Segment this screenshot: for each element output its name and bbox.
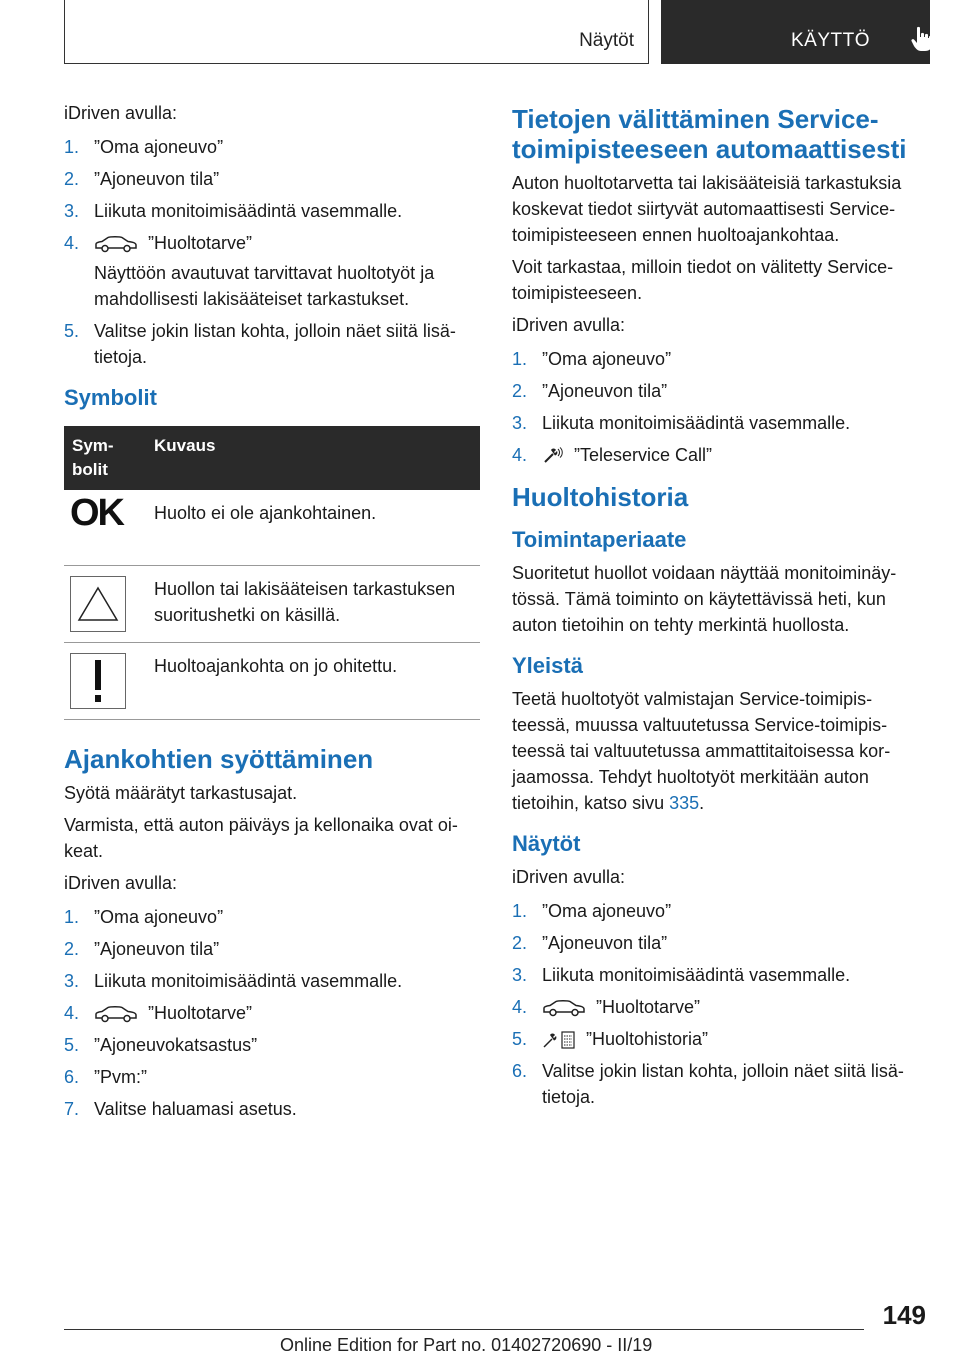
wrench-phone-icon [542,447,564,465]
table-header-description: Kuvaus [146,426,480,490]
step-number: 5. [512,1029,528,1049]
left-intro: iDriven avulla: [64,103,178,123]
step-number: 4. [64,1002,80,1023]
table-row [64,642,480,719]
step-number: 7. [64,1098,80,1119]
step-number: 3. [512,413,528,433]
step-number: 6. [512,1061,528,1081]
general-paragraph [512,686,924,816]
step-text: ”Huoltohistoria” [586,1029,709,1049]
step-number: 1. [512,349,528,369]
right-steps-2 [512,898,924,1110]
step-text: ”Oma ajoneuvo” [94,906,224,927]
header-section-title: Näytöt [579,30,634,51]
step-number: 4. [512,445,528,465]
symbol-cell [64,490,146,565]
header-chapter-title: KÄYTTÖ [791,30,871,51]
description-cell: Huoltoajankohta on jo ohitettu. [146,642,480,719]
list-item [64,198,480,224]
list-item [512,994,924,1020]
dates-paragraph-2: Varmista, että auton päiväys ja kellonaika ovat oikeat. [64,814,458,861]
table-row [64,490,480,565]
list-item [64,1096,480,1122]
step-number: 6. [64,1066,80,1087]
list-item [512,930,924,956]
list-item [512,442,924,468]
ok-symbol: OK [70,492,123,534]
dates-intro: iDriven avulla: [64,872,178,893]
header-chapter-tab [661,0,930,64]
service-history-icon [542,1030,576,1050]
list-item [64,230,480,312]
table-row [64,565,480,642]
page-number: 149 [882,1300,926,1330]
list-item [64,968,480,994]
step-number: 4. [512,997,528,1017]
step-text: ”Pvm:” [94,1066,147,1087]
service-paragraph-2: Voit tarkastaa, milloin tiedot on välitetty Service-toimipisteeseen. [512,257,894,303]
dates-heading: Ajankohtien syöttäminen [64,743,374,774]
general-text: Teetä huoltotyöt valmistajan Service-toimipisteessä, muussa valtuutetussa Service-toimipisteessä tai valtuutetussa ammattitaitoisessa korjaamossa. Tehdyt huoltotyöt merkitään auton tietoihin, katso sivu [512,689,891,813]
exclamation-icon [70,653,126,709]
list-item [512,962,924,988]
step-text: ”Teleservice Call” [574,445,713,465]
left-steps-2 [64,904,480,1122]
step-text: ”Ajoneuvon tila” [94,938,220,959]
warning-triangle-icon [70,576,126,632]
left-steps-1 [64,134,480,370]
right-column [512,100,924,1116]
list-item [512,1026,924,1052]
list-item [64,166,480,192]
step-text: ”Oma ajoneuvo” [542,901,672,921]
step-text: Valitse jokin listan kohta, jolloin näet siitä lisätietoja. [94,321,456,367]
step-number: 4. [64,233,80,253]
step-number: 2. [64,938,80,959]
service-paragraph-1: Auton huoltotarvetta tai lakisääteisiä tarkastuksia koskevat tiedot siirtyvät automaattisesti Service-toimipisteeseen ennen huoltoajankohtaa. [512,173,902,245]
step-number: 2. [512,381,528,401]
step-number: 3. [512,965,528,985]
step-text: Liikuta monitoimisäädintä vasemmalle. [542,413,851,433]
list-item [512,1058,924,1110]
general-text-end: . [699,793,705,813]
step-number: 1. [64,137,80,157]
table-header-symbol: Symbolit [64,426,146,490]
car-service-icon [542,999,586,1017]
footer-divider [64,1329,864,1330]
history-heading: Huoltohistoria [512,482,689,512]
step-text: ”Oma ajoneuvo” [542,349,672,369]
step-text: ”Huoltotarve” [148,233,253,253]
right-steps-1 [512,346,924,468]
footer-edition: Online Edition for Part no. 01402720690 - II/19 [280,1335,653,1355]
list-item [64,1000,480,1026]
dates-paragraph-1: Syötä määrätyt tarkastusajat. [64,782,298,803]
principle-paragraph: Suoritetut huollot voidaan näyttää monitoiminäytössä. Tämä toiminto on käytettävissä heti, kun auton tietoihin on tehty merkintä huollosta. [512,563,897,635]
list-item [64,318,480,370]
list-item [64,936,480,962]
symbol-cell [64,565,146,642]
description-cell: Huollon tai lakisääteisen tarkastuksen suoritushetki on käsillä. [146,565,480,642]
step-number: 5. [64,1034,80,1055]
list-item [512,378,924,404]
step-number: 2. [64,169,80,189]
step-text: Valitse haluamasi asetus. [94,1098,297,1119]
symbol-cell [64,642,146,719]
principle-heading: Toimintaperiaate [512,527,687,552]
table-header-row [64,426,480,490]
car-service-icon [94,1005,138,1023]
list-item [512,346,924,372]
list-item [64,134,480,160]
step-number: 3. [64,201,80,221]
step-number: 5. [64,321,80,341]
step-text: ”Huoltotarve” [148,1002,253,1023]
step-number: 1. [512,901,528,921]
list-item [512,410,924,436]
header-section-tab [64,0,649,64]
step-text: Valitse jokin listan kohta, jolloin näet siitä lisätietoja. [542,1061,904,1107]
displays-intro: iDriven avulla: [512,867,626,887]
list-item [64,904,480,930]
hand-pointer-icon [911,26,933,52]
list-item [64,1064,480,1090]
description-cell: Huolto ei ole ajankohtainen. [146,490,480,565]
list-item [64,1032,480,1058]
step-text: ”Huoltotarve” [596,997,701,1017]
step-subtext: Näyttöön avautuvat tarvittavat huoltotyöt ja mahdollisesti lakisääteiset tarkastukset. [94,263,435,309]
displays-heading: Näytöt [512,831,581,856]
step-text: ”Ajoneuvokatsastus” [94,1034,258,1055]
service-intro: iDriven avulla: [512,315,626,335]
step-number: 1. [64,906,80,927]
step-text: ”Oma ajoneuvo” [94,137,224,157]
page-link[interactable]: 335 [669,793,700,813]
step-number: 3. [64,970,80,991]
service-transfer-heading: Tietojen välittäminen Service-toimipisteeseen automaattisesti [512,104,907,164]
list-item [512,898,924,924]
step-text: ”Ajoneuvon tila” [542,933,668,953]
general-heading: Yleistä [512,653,583,678]
step-text: Liikuta monitoimisäädintä vasemmalle. [542,965,851,985]
step-text: Liikuta monitoimisäädintä vasemmalle. [94,201,403,221]
step-text: ”Ajoneuvon tila” [94,169,220,189]
symbols-heading: Symbolit [64,385,157,410]
step-text: Liikuta monitoimisäädintä vasemmalle. [94,970,403,991]
left-column [64,100,480,1128]
car-service-icon [94,235,138,253]
step-number: 2. [512,933,528,953]
step-text: ”Ajoneuvon tila” [542,381,668,401]
symbols-table [64,426,480,720]
